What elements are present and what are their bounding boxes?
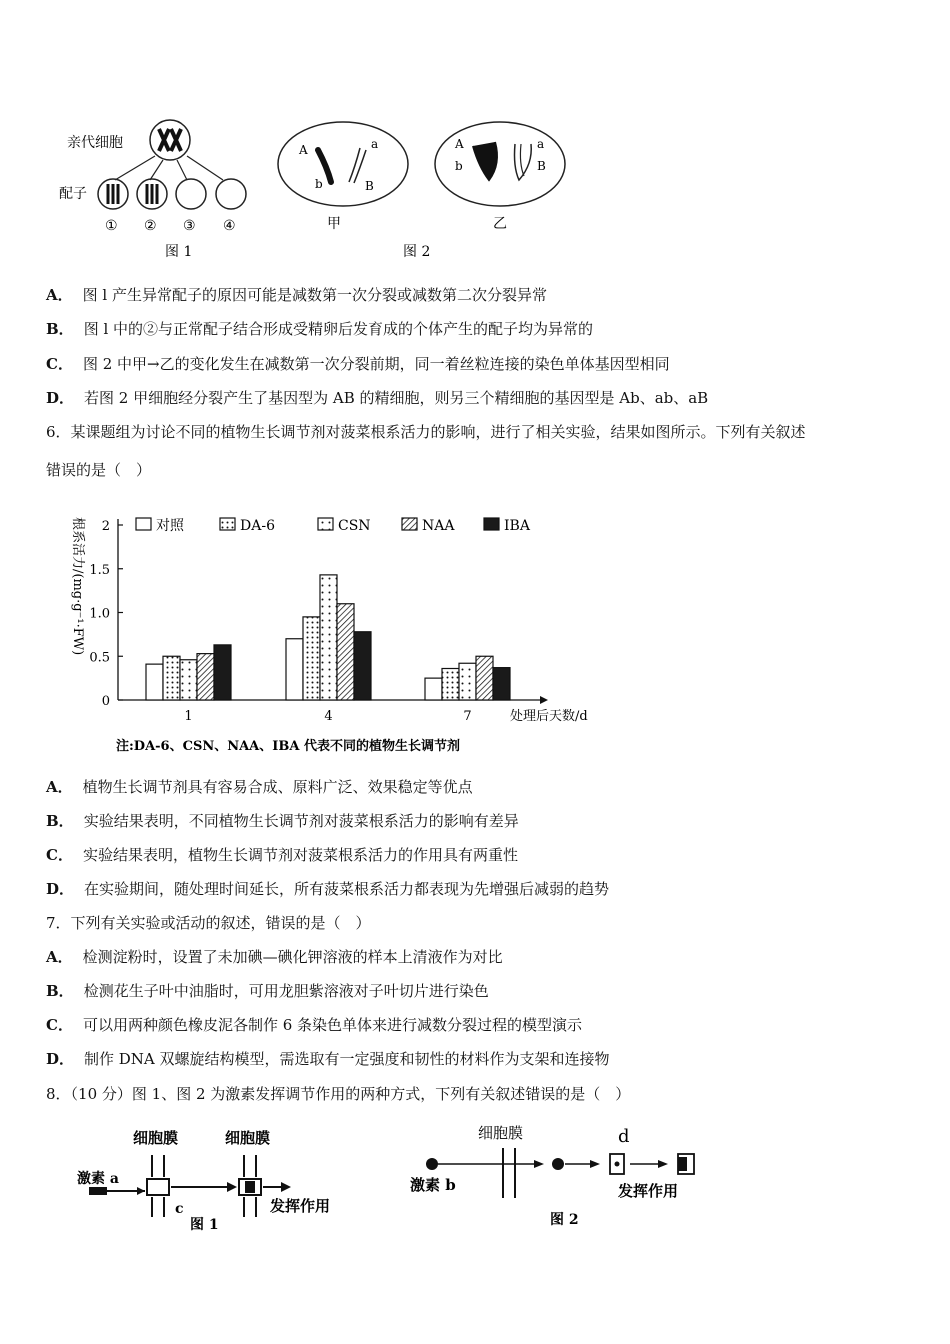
bar-IBA-day-4 [354, 632, 371, 700]
svg-text:B: B [365, 179, 374, 193]
fig1-label-gamete: 配子 [59, 186, 87, 202]
bar-IBA-day-1 [214, 645, 231, 700]
bar-NAA-day-1 [197, 654, 214, 700]
fig2-hormone-label: 激素 b [410, 1176, 456, 1194]
q5-option-d: D． 若图 2 甲细胞经分裂产生了基因型为 AB 的精细胞，则另三个精细胞的基因型是 Ab、ab、aB [46, 389, 709, 407]
bar-对照-day-1 [146, 664, 163, 700]
svg-text:a: a [537, 137, 545, 151]
receptor-1 [147, 1179, 169, 1195]
legend-swatch [402, 518, 417, 530]
q6-option-a: A． 植物生长调节剂具有容易合成、原料广泛、效果稳定等优点 [46, 778, 473, 796]
bar-DA-6-day-1 [163, 656, 180, 700]
fig1-c-label: c [175, 1201, 184, 1217]
bar-DA-6-day-4 [303, 617, 320, 700]
fig2-d-label: d [618, 1126, 630, 1147]
svg-text:A: A [299, 143, 308, 157]
fig2-caption: 图 2 [403, 244, 431, 260]
x-tick-label: 7 [463, 709, 472, 724]
q7-option-d: D． 制作 DNA 双螺旋结构模型，需选取有一定强度和韧性的材料作为支架和连接物 [46, 1050, 610, 1068]
q6-option-c: C． 实验结果表明，植物生长调节剂对菠菜根系活力的作用具有两重性 [46, 846, 518, 864]
parent-cell [150, 120, 190, 160]
legend-swatch [220, 518, 235, 530]
fig1-membrane-label-2: 细胞膜 [225, 1129, 271, 1147]
q5-option-b: B． 图 l 中的②与正常配子结合形成受精卵后发育成的个体产生的配子均为异常的 [46, 320, 594, 338]
bar-NAA-day-7 [476, 656, 493, 700]
y-tick-label: 0 [101, 694, 110, 709]
q7-option-b: B． 检测花生子叶中油脂时，可用龙胆紫溶液对子叶切片进行染色 [46, 982, 489, 1000]
legend-swatch [136, 518, 151, 530]
q5-option-a: A． 图 l 产生异常配子的原因可能是减数第一次分裂或减数第二次分裂异常 [46, 286, 547, 304]
fig2-caption-q8: 图 2 [550, 1212, 579, 1228]
bar-DA-6-day-7 [442, 669, 459, 701]
y-tick-label: 1.5 [89, 562, 110, 578]
bar-IBA-day-7 [493, 668, 510, 700]
gamete-4 [216, 179, 246, 209]
root-activity-chart [60, 505, 630, 760]
bar-CSN-day-4 [320, 575, 337, 700]
bar-NAA-day-4 [337, 604, 354, 700]
gamete-number-2: ② [144, 218, 157, 234]
meiosis-figures [55, 112, 585, 267]
chart-note: 注:DA-6、CSN、NAA、IBA 代表不同的植物生长调节剂 [116, 739, 460, 754]
fig1-hormone-label: 激素 a [77, 1171, 119, 1187]
q5-option-c: C． 图 2 中甲→乙的变化发生在减数第一次分裂前期，同一着丝粒连接的染色单体基因型相同 [46, 355, 670, 373]
bar-对照-day-4 [286, 639, 303, 700]
q7-stem: 7．下列有关实验或活动的叙述，错误的是（ ） [46, 914, 371, 932]
q7-option-c: C． 可以用两种颜色橡皮泥各制作 6 条染色单体来进行减数分裂过程的模型演示 [46, 1016, 583, 1034]
x-tick-label: 4 [324, 709, 333, 724]
bar-CSN-day-7 [459, 663, 476, 700]
legend-label: CSN [338, 518, 371, 534]
gamete-number-4: ④ [223, 218, 236, 234]
chart-xlabel: 处理后天数/d [510, 709, 588, 724]
svg-text:b: b [315, 177, 323, 191]
svg-text:b: b [455, 159, 463, 173]
gamete-number-1: ① [105, 218, 118, 234]
fig1-effect-label: 发挥作用 [270, 1197, 331, 1215]
fig2-effect-label: 发挥作用 [618, 1182, 679, 1200]
fig2-label-yi: 乙 [493, 216, 507, 232]
legend-swatch [318, 518, 333, 530]
bar-CSN-day-1 [180, 660, 197, 700]
hormone-b-dot [426, 1158, 438, 1170]
y-tick-label: 0.5 [89, 650, 110, 666]
y-tick-label: 2 [101, 519, 110, 534]
hormone-fig2 [400, 1120, 710, 1235]
fig1-caption: 图 1 [165, 244, 193, 260]
fig2-membrane-label: 细胞膜 [478, 1124, 524, 1142]
q6-stem-line1: 6．某课题组为讨论不同的植物生长调节剂对菠菜根系活力的影响，进行了相关实验，结果如图所示。下列有关叙述 [46, 423, 806, 441]
legend-label: IBA [504, 518, 530, 534]
svg-text:B: B [537, 159, 546, 173]
legend-label: 对照 [156, 518, 184, 534]
bar-对照-day-7 [425, 678, 442, 700]
legend-label: DA-6 [240, 518, 275, 534]
hormone-fig1 [75, 1125, 350, 1240]
cell-jia [278, 122, 408, 206]
q6-stem-line2: 错误的是（ ） [46, 461, 152, 479]
svg-text:A: A [455, 137, 464, 151]
legend-swatch [484, 518, 499, 530]
x-tick-label: 1 [184, 709, 193, 724]
q8-stem: 8．（10 分）图 1、图 2 为激素发挥调节作用的两种方式，下列有关叙述错误的是（ ） [46, 1085, 631, 1103]
chart-ylabel: 根系活力/(mg·g⁻¹·FW) [70, 517, 85, 656]
fig1-caption-q8: 图 1 [190, 1217, 219, 1233]
y-tick-label: 1.0 [89, 606, 110, 622]
q6-option-b: B． 实验结果表明，不同植物生长调节剂对菠菜根系活力的影响有差异 [46, 812, 519, 830]
fig2-label-jia: 甲 [327, 216, 341, 232]
gamete-3 [176, 179, 206, 209]
gamete-number-3: ③ [183, 218, 196, 234]
q6-option-d: D． 在实验期间，随处理时间延长，所有菠菜根系活力都表现为先增强后减弱的趋势 [46, 880, 610, 898]
fig1-membrane-label-1: 细胞膜 [133, 1129, 179, 1147]
svg-text:a: a [371, 137, 379, 151]
legend-label: NAA [422, 518, 455, 534]
q7-option-a: A． 检测淀粉时，设置了未加碘—碘化钾溶液的样本上清液作为对比 [46, 948, 503, 966]
fig1-label-parent: 亲代细胞 [67, 135, 123, 151]
